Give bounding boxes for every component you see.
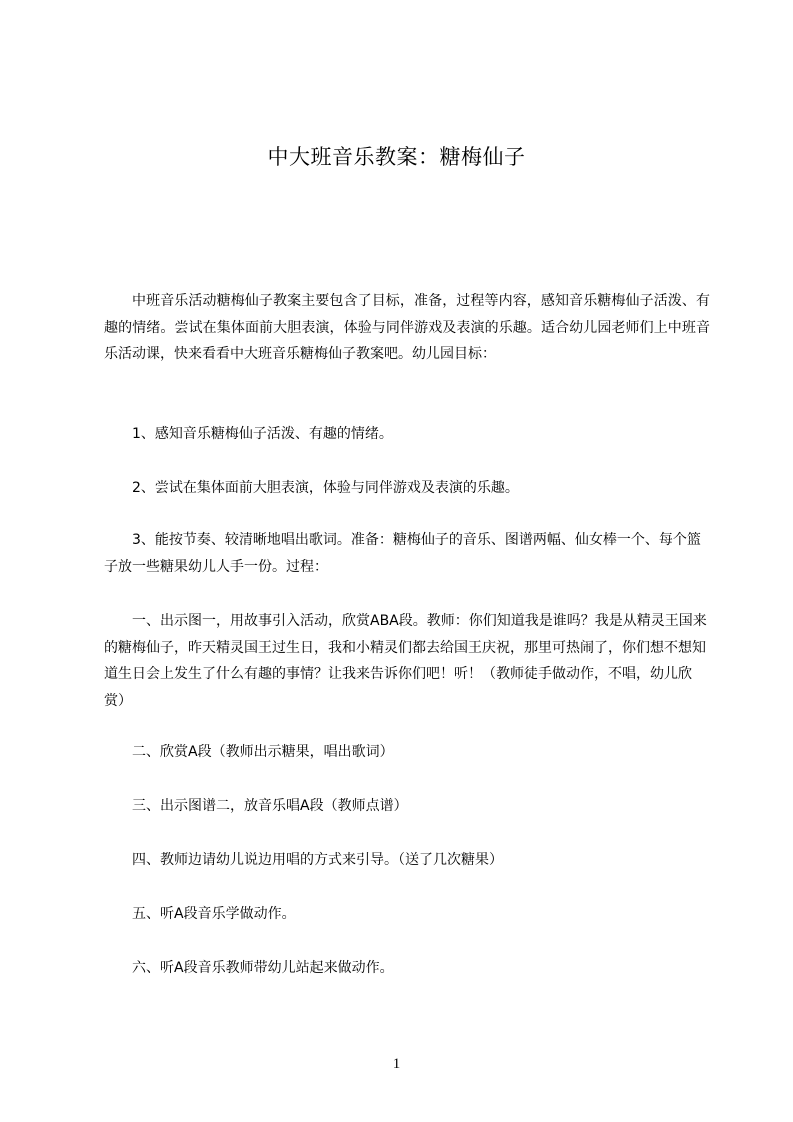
step-item-3: 三、出示图谱二，放音乐唱A段（教师点谱） — [132, 798, 408, 814]
step-item-5: 五、听A段音乐学做动作。 — [132, 906, 296, 922]
step-item-2: 二、欣赏A段（教师出示糖果，唱出歌词） — [132, 744, 394, 760]
goal-item-1: 1、感知音乐糖梅仙子活泼、有趣的情绪。 — [132, 426, 393, 442]
goal-item-2: 2、尝试在集体面前大胆表演，体验与同伴游戏及表演的乐趣。 — [132, 480, 519, 496]
goal-item-3: 3、能按节奏、较清晰地唱出歌词。准备：糖梅仙子的音乐、图谱两幅、仙女棒一个、每个篮子放一些糖果幼儿人手一份。过程： — [104, 532, 701, 575]
step-item-6: 六、听A段音乐教师带幼儿站起来做动作。 — [132, 960, 394, 976]
document-title: 中大班音乐教案：糖梅仙子 — [267, 145, 526, 169]
page-number: 1 — [392, 1056, 401, 1072]
intro-paragraph: 中班音乐活动糖梅仙子教案主要包含了目标，准备，过程等内容，感知音乐糖梅仙子活泼、有趣的情绪。尝试在集体面前大胆表演，体验与同伴游戏及表演的乐趣。适合幼儿园老师们上中班音乐活动课，快来看看中大班音乐糖梅仙子教案吧。幼儿园目标： — [104, 293, 710, 362]
step-item-1: 一、出示图一，用故事引入活动，欣赏ABA段。教师：你们知道我是谁吗？我是从精灵王国来的糖梅仙子，昨天精灵国王过生日，我和小精灵们都去给国王庆祝，那里可热闹了，你们想不想知道生日会上发生了什么有趣的事情？让我来告诉你们吧！听！（教师徒手做动作，不唱，幼儿欣赏） — [104, 613, 707, 709]
step-item-4: 四、教师边请幼儿说边用唱的方式来引导。（送了几次糖果） — [132, 852, 503, 868]
